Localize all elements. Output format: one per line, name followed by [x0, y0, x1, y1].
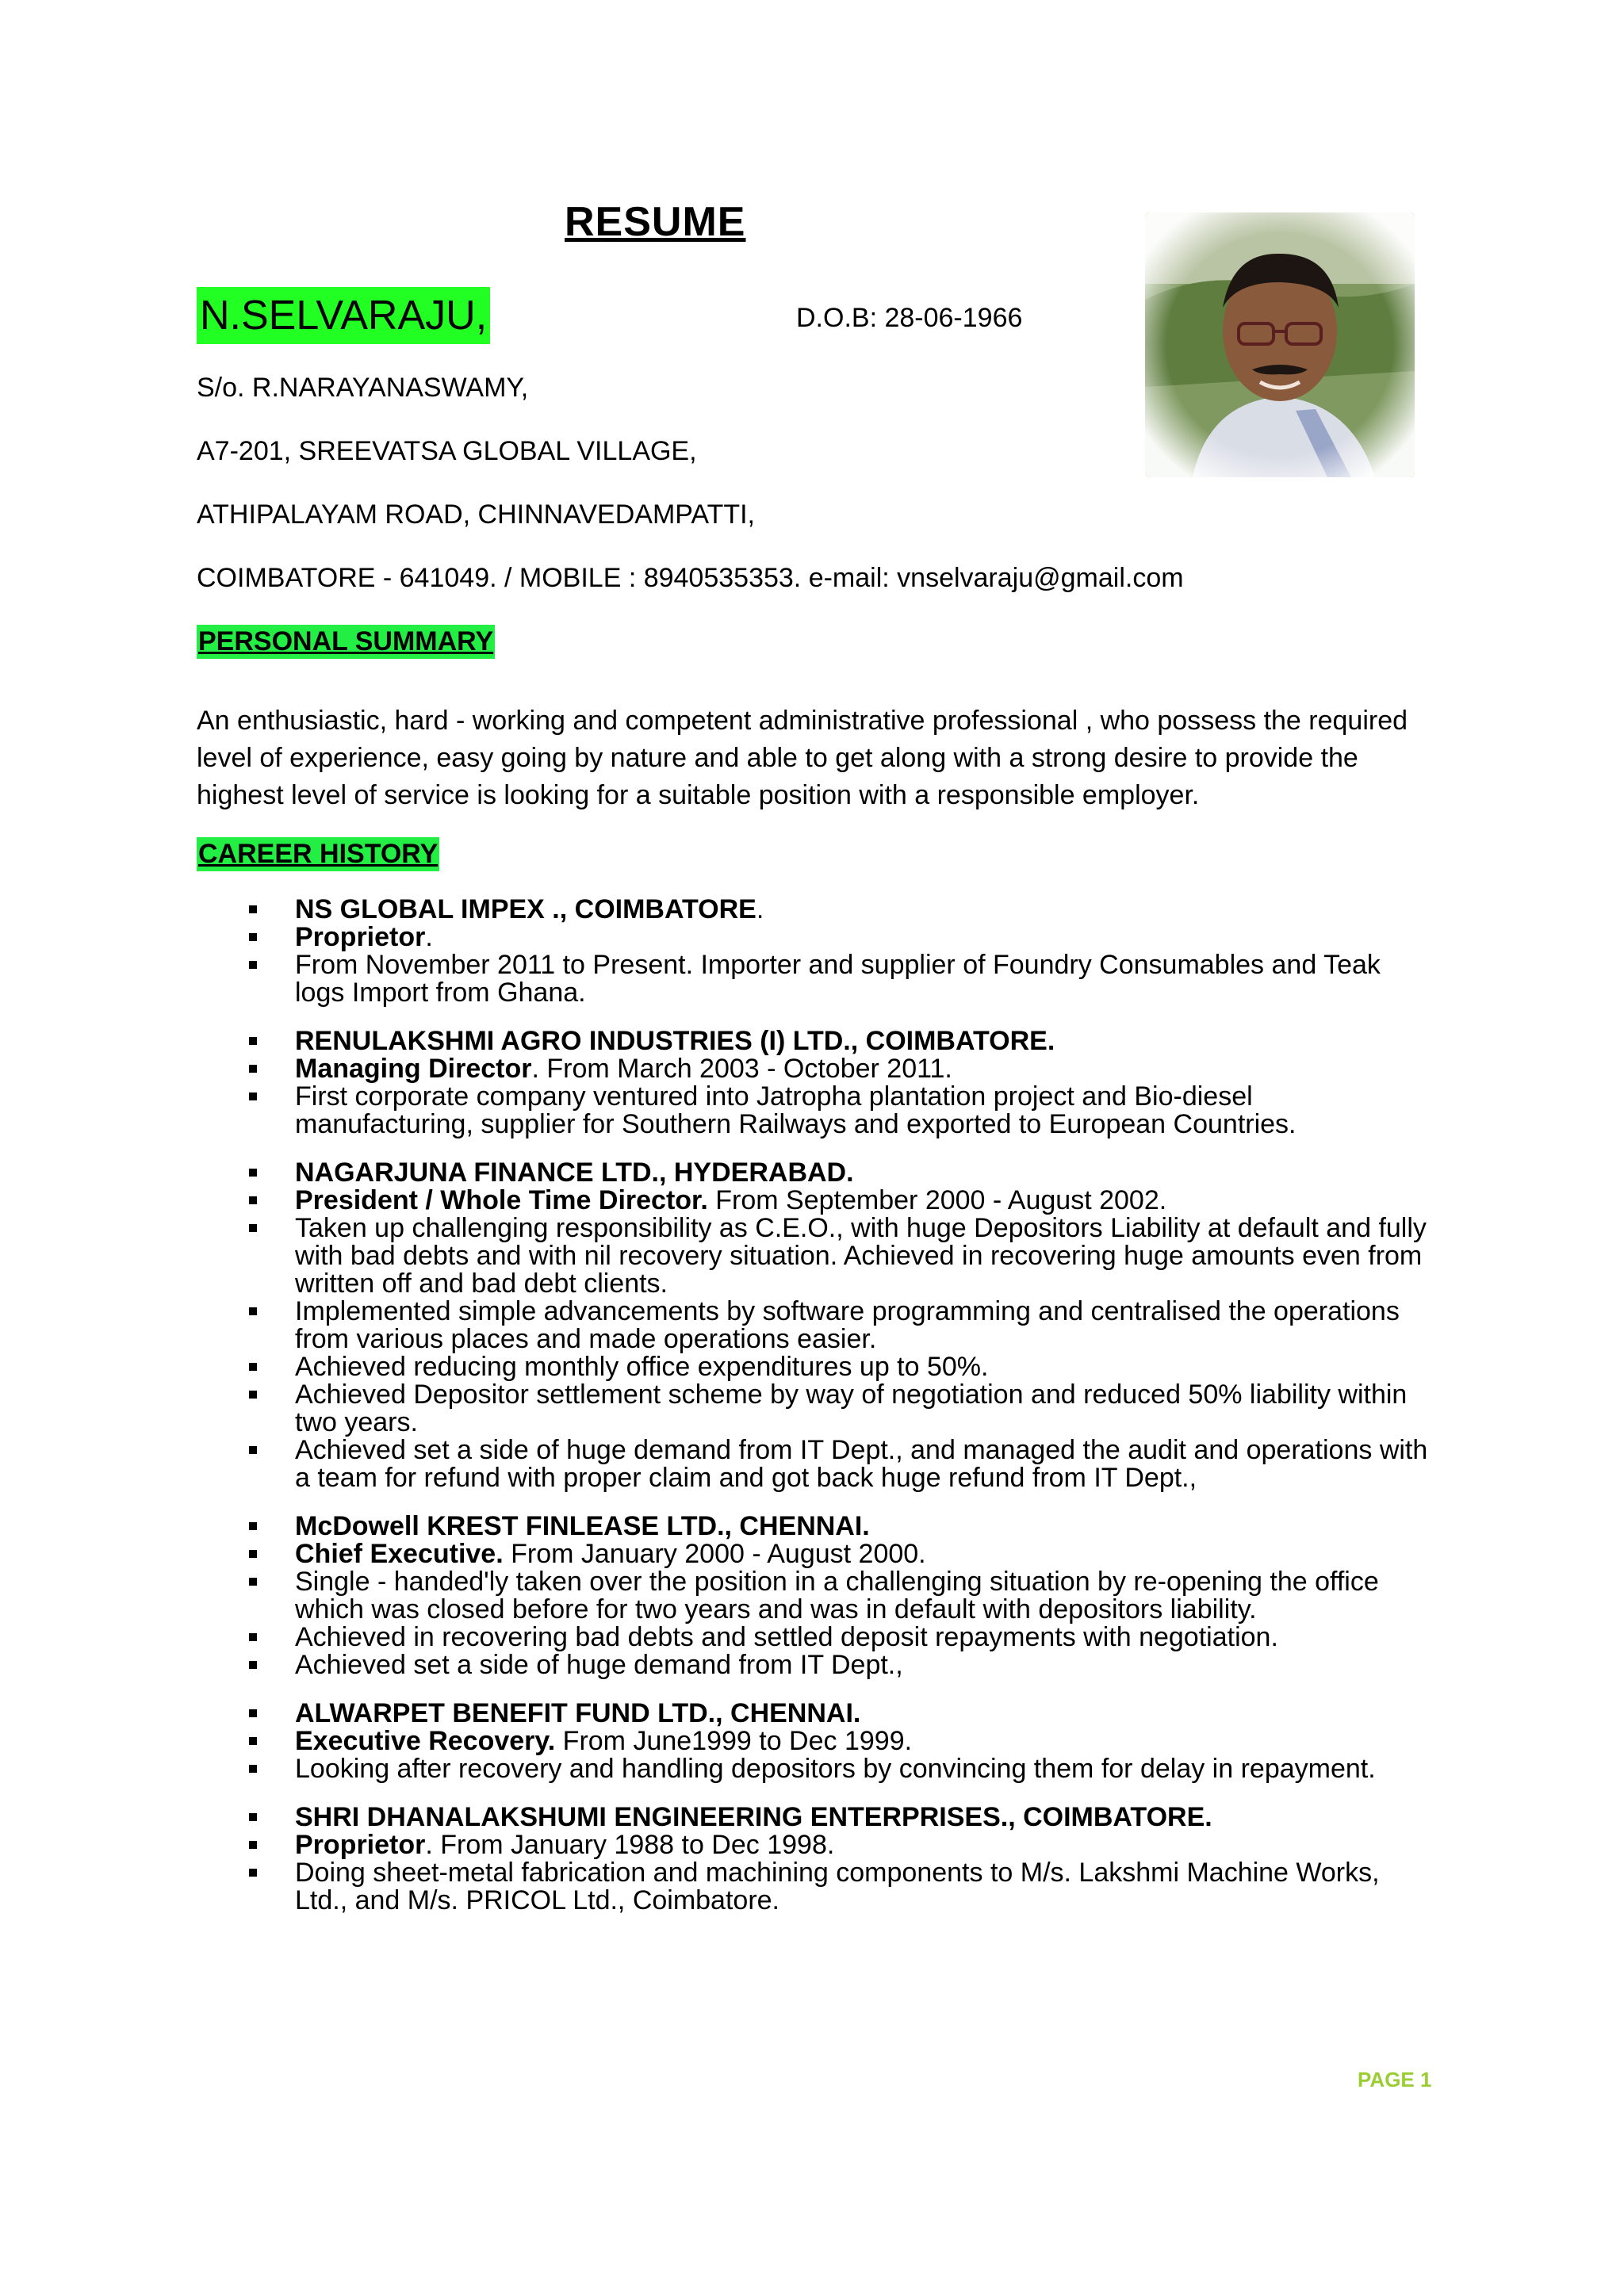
personal-summary-text: An enthusiastic, hard - working and competent administrative professional , who possess the required level of experience, easy going by nature and able to get along with a strong desire to provide the highest level of service is looking for a suitable position with a responsible employer. [197, 706, 1408, 810]
job-company: SHRI DHANALAKSHUMI ENGINEERING ENTERPRISES., COIMBATORE. [197, 1804, 1434, 1831]
profile-photo [1145, 212, 1415, 477]
address-line-road: ATHIPALAYAM ROAD, CHINNAVEDAMPATTI, [197, 499, 756, 530]
job-detail: Achieved in recovering bad debts and settled deposit repayments with negotiation. [197, 1624, 1434, 1651]
job-company: RENULAKSHMI AGRO INDUSTRIES (I) LTD., COIMBATORE. [197, 1027, 1434, 1055]
address-line-street: A7-201, SREEVATSA GLOBAL VILLAGE, [197, 436, 697, 466]
job-role: Chief Executive. From January 2000 - August 2000. [197, 1540, 1434, 1568]
job-role: President / Whole Time Director. From September 2000 - August 2002. [197, 1187, 1434, 1215]
job-role: Proprietor. From January 1988 to Dec 1998. [197, 1831, 1434, 1859]
job-entry [197, 896, 1434, 1007]
job-detail: From November 2011 to Present. Importer and supplier of Foundry Consumables and Teak logs Import from Ghana. [197, 951, 1434, 1007]
job-company: ALWARPET BENEFIT FUND LTD., CHENNAI. [197, 1700, 1434, 1728]
address-line-parent: S/o. R.NARAYANASWAMY, [197, 373, 529, 403]
job-detail: Achieved set a side of huge demand from IT Dept., [197, 1651, 1434, 1679]
job-detail: Taken up challenging responsibility as C.E.O., with huge Depositors Liability at default and fully with bad debts and with nil recovery situation. Achieved in recovering huge amounts even from written off and bad debt clients. [197, 1215, 1434, 1298]
job-detail: Single - handed'ly taken over the position in a challenging situation by re-opening the office which was closed before for two years and was in default with depositors liability. [197, 1568, 1434, 1624]
job-detail: Achieved Depositor settlement scheme by way of negotiation and reduced 50% liability within two years. [197, 1381, 1434, 1437]
address-line-contact: COIMBATORE - 641049. / MOBILE : 8940535353. e-mail: vnselvaraju@gmail.com [197, 563, 1184, 593]
job-company: NAGARJUNA FINANCE LTD., HYDERABAD. [197, 1159, 1434, 1187]
personal-summary-heading: PERSONAL SUMMARY [197, 625, 495, 659]
job-detail: Achieved set a side of huge demand from IT Dept., and managed the audit and operations with a team for refund with proper claim and got back huge refund from IT Dept., [197, 1437, 1434, 1492]
career-history-list [197, 896, 1434, 1935]
job-entry [197, 1804, 1434, 1915]
job-entry [197, 1513, 1434, 1679]
job-entry [197, 1700, 1434, 1783]
job-role: Proprietor. [197, 924, 1434, 951]
job-detail: Looking after recovery and handling depositors by convincing them for delay in repayment. [197, 1755, 1434, 1783]
job-company: McDowell KREST FINLEASE LTD., CHENNAI. [197, 1513, 1434, 1540]
job-entry [197, 1159, 1434, 1492]
candidate-name: N.SELVARAJU, [197, 287, 490, 344]
job-detail: Doing sheet-metal fabrication and machining components to M/s. Lakshmi Machine Works, Ltd., and M/s. PRICOL Ltd., Coimbatore. [197, 1859, 1434, 1915]
job-detail: First corporate company ventured into Jatropha plantation project and Bio-diesel manufacturing, supplier for Southern Railways and exported to European Countries. [197, 1083, 1434, 1138]
date-of-birth: D.O.B: 28-06-1966 [796, 303, 1023, 333]
resume-title: RESUME [565, 199, 746, 245]
career-history-heading: CAREER HISTORY [197, 837, 439, 871]
page-number: PAGE 1 [1358, 2068, 1432, 2091]
job-role: Executive Recovery. From June1999 to Dec 1999. [197, 1728, 1434, 1755]
job-role: Managing Director. From March 2003 - October 2011. [197, 1055, 1434, 1083]
job-entry [197, 1027, 1434, 1138]
job-company: NS GLOBAL IMPEX ., COIMBATORE. [197, 896, 1434, 924]
job-detail: Implemented simple advancements by software programming and centralised the operations from various places and made operations easier. [197, 1298, 1434, 1353]
job-detail: Achieved reducing monthly office expenditures up to 50%. [197, 1353, 1434, 1381]
